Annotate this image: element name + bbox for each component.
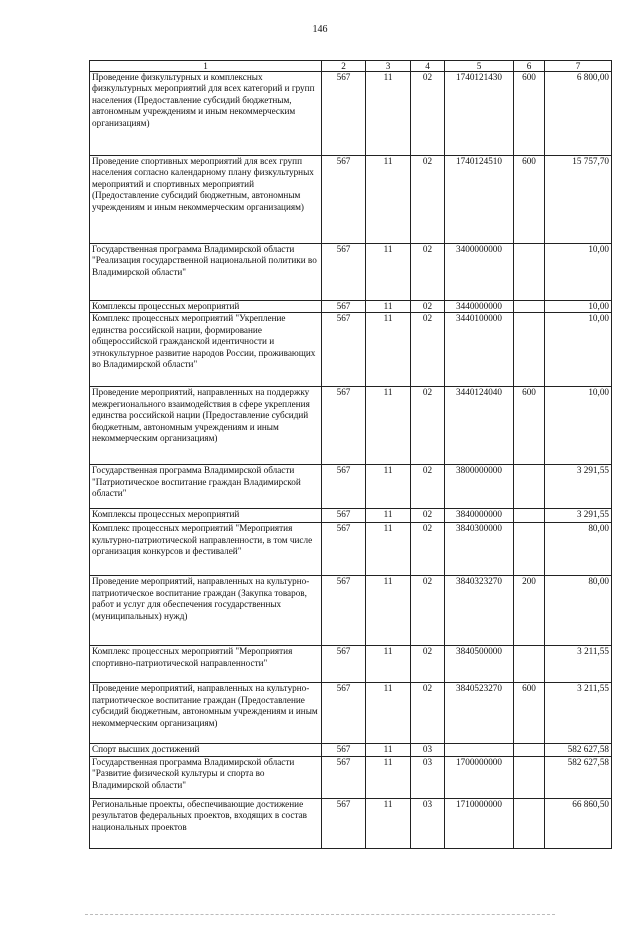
row-expense-type (514, 244, 545, 301)
row-admin-code: 567 (322, 72, 366, 156)
row-target-code: 3840500000 (445, 646, 514, 683)
table-row (90, 301, 612, 313)
header-col-1: 1 (90, 61, 322, 72)
row-amount: 582 627,58 (545, 744, 612, 756)
row-amount: 10,00 (545, 301, 612, 313)
row-section: 11 (366, 509, 411, 523)
row-subsection: 02 (411, 387, 445, 465)
row-amount: 3 211,55 (545, 646, 612, 683)
row-admin-code: 567 (322, 244, 366, 301)
row-target-code: 3800000000 (445, 465, 514, 509)
header-col-7: 7 (545, 61, 612, 72)
row-section: 11 (366, 744, 411, 756)
row-subsection: 02 (411, 465, 445, 509)
table-row (90, 683, 612, 744)
row-subsection: 03 (411, 744, 445, 756)
page-number: 146 (312, 24, 328, 35)
row-name: Спорт высших достижений (90, 744, 322, 756)
table-row (90, 244, 612, 301)
row-admin-code: 567 (322, 156, 366, 244)
row-subsection: 02 (411, 244, 445, 301)
row-expense-type: 200 (514, 576, 545, 646)
table-row (90, 576, 612, 646)
row-subsection: 02 (411, 646, 445, 683)
row-expense-type: 600 (514, 683, 545, 744)
row-name: Комплексы процессных мероприятий (90, 301, 322, 313)
table-row (90, 509, 612, 523)
row-admin-code: 567 (322, 509, 366, 523)
row-section: 11 (366, 301, 411, 313)
row-subsection: 02 (411, 509, 445, 523)
row-subsection: 02 (411, 313, 445, 387)
row-name: Комплекс процессных мероприятий "Мероприятия культурно-патриотической направленности, в том числе организация конкурсов и фестивалей" (90, 523, 322, 576)
row-target-code: 1710000000 (445, 798, 514, 848)
row-amount: 80,00 (545, 576, 612, 646)
row-section: 11 (366, 683, 411, 744)
row-admin-code: 567 (322, 576, 366, 646)
table-body (90, 72, 612, 849)
row-admin-code: 567 (322, 798, 366, 848)
row-admin-code: 567 (322, 465, 366, 509)
table-row (90, 756, 612, 798)
header-col-5: 5 (445, 61, 514, 72)
row-admin-code: 567 (322, 313, 366, 387)
row-section: 11 (366, 387, 411, 465)
row-expense-type (514, 313, 545, 387)
row-target-code: 1740124510 (445, 156, 514, 244)
table-row (90, 313, 612, 387)
row-expense-type (514, 509, 545, 523)
header-col-4: 4 (411, 61, 445, 72)
row-admin-code: 567 (322, 387, 366, 465)
row-section: 11 (366, 244, 411, 301)
row-target-code: 3840523270 (445, 683, 514, 744)
row-section: 11 (366, 576, 411, 646)
scan-artifact-line (85, 914, 555, 915)
row-name: Проведение мероприятий, направленных на культурно-патриотическое воспитание граждан (Закупка товаров, работ и услуг для обеспечения государственных (муниципальных) нужд) (90, 576, 322, 646)
row-name: Региональные проекты, обеспечивающие достижение результатов федеральных проектов, входящих в состав национальных проектов (90, 798, 322, 848)
row-expense-type (514, 301, 545, 313)
row-section: 11 (366, 798, 411, 848)
row-name: Проведение мероприятий, направленных на поддержку межрегионального взаимодействия в сфере укрепления единства российской нации (Предоставление субсидий бюджетным, автономным учреждениям и иным некоммерческим организациям) (90, 387, 322, 465)
row-amount: 582 627,58 (545, 756, 612, 798)
table-row (90, 798, 612, 848)
row-amount: 3 291,55 (545, 509, 612, 523)
row-amount: 6 800,00 (545, 72, 612, 156)
row-target-code: 3440000000 (445, 301, 514, 313)
row-subsection: 03 (411, 756, 445, 798)
row-target-code: 3440100000 (445, 313, 514, 387)
row-subsection: 02 (411, 523, 445, 576)
row-amount: 15 757,70 (545, 156, 612, 244)
header-col-3: 3 (366, 61, 411, 72)
row-target-code: 3840323270 (445, 576, 514, 646)
row-subsection: 03 (411, 798, 445, 848)
row-section: 11 (366, 646, 411, 683)
table-row (90, 744, 612, 756)
row-target-code: 1740121430 (445, 72, 514, 156)
row-section: 11 (366, 313, 411, 387)
row-subsection: 02 (411, 156, 445, 244)
table-row (90, 387, 612, 465)
row-name: Проведение мероприятий, направленных на культурно-патриотическое воспитание граждан (Предоставление субсидий бюджетным, автономным учреждениям и иным некоммерческим организациям) (90, 683, 322, 744)
row-expense-type: 600 (514, 387, 545, 465)
row-admin-code: 567 (322, 646, 366, 683)
row-expense-type: 600 (514, 72, 545, 156)
row-amount: 10,00 (545, 244, 612, 301)
row-name: Комплекс процессных мероприятий "Мероприятия спортивно-патриотической направленности" (90, 646, 322, 683)
row-name: Государственная программа Владимирской области "Развитие физической культуры и спорта во Владимирской области" (90, 756, 322, 798)
row-amount: 80,00 (545, 523, 612, 576)
row-target-code: 3400000000 (445, 244, 514, 301)
row-admin-code: 567 (322, 756, 366, 798)
row-subsection: 02 (411, 301, 445, 313)
row-target-code (445, 744, 514, 756)
row-expense-type (514, 646, 545, 683)
row-target-code: 3840300000 (445, 523, 514, 576)
row-admin-code: 567 (322, 683, 366, 744)
row-target-code: 1700000000 (445, 756, 514, 798)
row-amount: 3 291,55 (545, 465, 612, 509)
row-expense-type (514, 465, 545, 509)
row-name: Государственная программа Владимирской области "Реализация государственной национальной политики во Владимирской области" (90, 244, 322, 301)
row-name: Проведение физкультурных и комплексных физкультурных мероприятий для всех категорий и групп населения (Предоставление субсидий бюджетным, автономным учреждениям и иным некоммерческим организациям) (90, 72, 322, 156)
row-name: Комплексы процессных мероприятий (90, 509, 322, 523)
header-col-2: 2 (322, 61, 366, 72)
row-section: 11 (366, 756, 411, 798)
row-target-code: 3840000000 (445, 509, 514, 523)
row-admin-code: 567 (322, 744, 366, 756)
row-name: Комплекс процессных мероприятий "Укрепление единства российской нации, формирование общероссийской гражданской идентичности и этнокультурное развитие народов России, проживающих во Владимирской области" (90, 313, 322, 387)
row-section: 11 (366, 465, 411, 509)
row-admin-code: 567 (322, 523, 366, 576)
row-admin-code: 567 (322, 301, 366, 313)
row-subsection: 02 (411, 576, 445, 646)
row-target-code: 3440124040 (445, 387, 514, 465)
row-amount: 3 211,55 (545, 683, 612, 744)
row-subsection: 02 (411, 72, 445, 156)
row-name: Государственная программа Владимирской области "Патриотическое воспитание граждан Владимирской области" (90, 465, 322, 509)
row-amount: 10,00 (545, 313, 612, 387)
row-expense-type (514, 798, 545, 848)
table-row (90, 523, 612, 576)
row-expense-type (514, 523, 545, 576)
table-row (90, 156, 612, 244)
row-subsection: 02 (411, 683, 445, 744)
table-header (90, 61, 612, 72)
row-amount: 66 860,50 (545, 798, 612, 848)
table-row (90, 646, 612, 683)
table-row (90, 72, 612, 156)
header-row (90, 61, 612, 72)
row-section: 11 (366, 72, 411, 156)
row-expense-type: 600 (514, 156, 545, 244)
row-expense-type (514, 756, 545, 798)
row-name: Проведение спортивных мероприятий для всех групп населения согласно календарному плану физкультурных мероприятий и спортивных мероприятий (Предоставление субсидий бюджетным, автономным учреждениям и иным некоммерческим организациям) (90, 156, 322, 244)
header-col-6: 6 (514, 61, 545, 72)
row-section: 11 (366, 523, 411, 576)
row-amount: 10,00 (545, 387, 612, 465)
table-row (90, 465, 612, 509)
row-expense-type (514, 744, 545, 756)
row-section: 11 (366, 156, 411, 244)
budget-table (89, 60, 612, 849)
